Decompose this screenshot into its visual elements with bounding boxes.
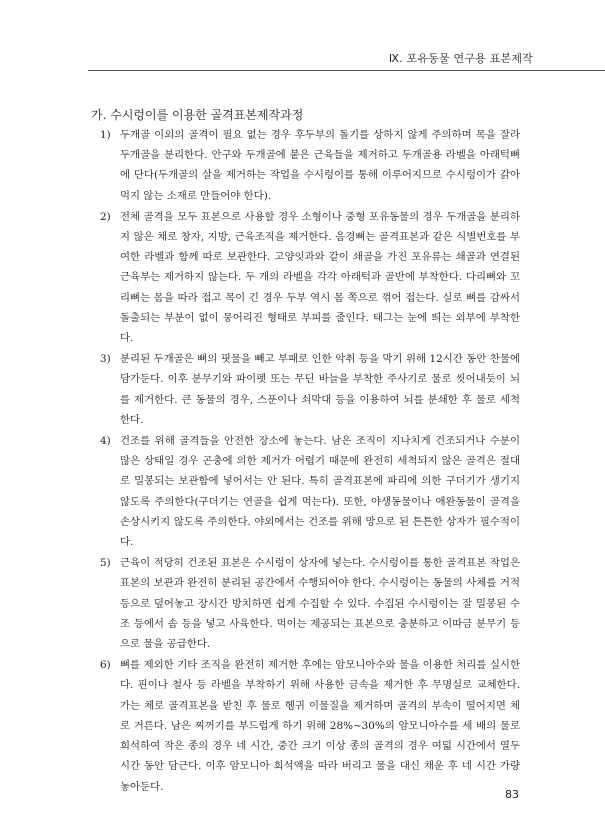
step-item [100, 207, 520, 348]
step-item [100, 125, 520, 206]
step-text: 두개골 이외의 골격이 필요 없는 경우 후두부의 돌기를 상하지 않게 주의하며 목을 잘라 두개골을 분리한다. 안구와 두개골에 붙은 근육들을 제거하고 두개골용 라벨을 아래턱뼈에 단다(두개골의 살을 제거하는 작업을 수시렁이를 통해 이루어지므로 수시렁이가 갉아 먹지 않는 소재로 만들어야 한다). [120, 129, 520, 202]
step-number: 6) [100, 659, 111, 672]
step-text: 분리된 두개골은 뼈의 핏물을 빼고 부패로 인한 악취 등을 막기 위해 12시간 동안 찬물에 담가둔다. 이후 분무기와 파이펫 또는 무딘 바늘을 부착한 주사기로 물로 씻어내듯이 뇌를 제거한다. 큰 동물의 경우, 스푼이나 쇠막대 등을 이용하여 뇌를 분쇄한 후 물로 세척한다. [120, 353, 520, 426]
step-number: 2) [100, 210, 111, 223]
running-header [0, 48, 605, 72]
step-item [100, 431, 520, 552]
step-number: 4) [100, 435, 111, 448]
section-heading: 가. 수시렁이를 이용한 골격표본제작과정 [91, 108, 304, 122]
step-text: 뼈를 제외한 기타 조직을 완전히 제거한 후에는 암모니아수와 물을 이용한 처리를 실시한다. 핀이나 철사 등 라벨을 부착하기 위해 사용한 금속을 제거한 후 무명실로 교체한다. 가는 체로 골격표본을 받친 후 물로 헹귀 이물질을 제거하며 골격의 부속이 떨어지면 체로 거른다. 남은 찌꺼기를 부드럽게 하기 위해 28%~30%의 암모니아수를 세 배의 물로 희석하여 작은 종의 경우 네 시간, 중간 크기 이상 종의 골격의 경우 여덟 시간에서 열두 시간 동안 담근다. 이후 암모니아 희석액을 따라 버리고 물을 대신 채운 후 네 시간 가량 놓아둔다. [120, 659, 520, 793]
header-rule [88, 70, 605, 71]
step-number: 5) [100, 557, 111, 570]
step-item [100, 655, 520, 796]
step-item [100, 349, 520, 430]
step-number: 3) [100, 353, 111, 366]
page-number: 83 [505, 788, 519, 801]
step-number: 1) [100, 129, 111, 141]
step-item [100, 553, 520, 654]
step-text: 근육이 적당히 건조된 표본은 수시렁이 상자에 넣는다. 수시렁이를 통한 골격표본 작업은 표본의 보관과 완전히 분리된 공간에서 수행되어야 한다. 수시렁이는 동물의 사체를 거적 등으로 덮어놓고 장시간 방치하면 쉽게 수집할 수 있다. 수집된 수시렁이는 잘 밀봉된 수조 등에서 솜 등을 넣고 사육한다. 먹이는 제공되는 표본으로 충분하고 이따금 분무기 등으로 물을 공급한다. [120, 557, 520, 651]
step-text: 건조를 위해 골격들을 안전한 장소에 놓는다. 남은 조직이 지나치게 건조되거나 수분이 많은 상태일 경우 곤충에 의한 제거가 어렵기 때문에 완전히 세척되지 않은 골격은 절대로 밀봉되는 보관함에 넣어서는 안 된다. 특히 골격표본에 파리에 의한 구더기가 생기지 않도록 주의한다(구더기는 연골을 쉽게 먹는다). 또한, 야생동물이나 애완동물이 골격을 손상시키지 않도록 주의한다. 야외에서는 건조를 위해 망으로 된 튼튼한 상자가 필수적이다. [120, 435, 520, 549]
step-text: 전체 골격을 모두 표본으로 사용할 경우 소형이나 중형 포유동물의 경우 두개골을 분리하지 않은 채로 창자, 지방, 근육조직을 제거한다. 음경뼈는 골격표본과 같은 식별번호를 부여한 라벨과 함께 따로 보관한다. 고양잇과와 같이 쇄골을 가진 포유류는 쇄골과 연결된 근육부는 제거하지 않는다. 두 개의 라벨을 각각 아래턱과 골반에 부착한다. 다리뼈와 꼬리뼈는 몸을 따라 접고 목이 긴 경우 두부 역시 몸 쪽으로 꺾어 접는다. 실로 뼈를 감싸서 돌출되는 부분이 없이 뭉어리진 형태로 부피를 줄인다. 태그는 눈에 띄는 외부에 부착한다. [120, 210, 520, 345]
header-title: Ⅸ. 포유동물 연구용 표본제작 [388, 52, 533, 65]
procedure-steps [100, 125, 520, 798]
